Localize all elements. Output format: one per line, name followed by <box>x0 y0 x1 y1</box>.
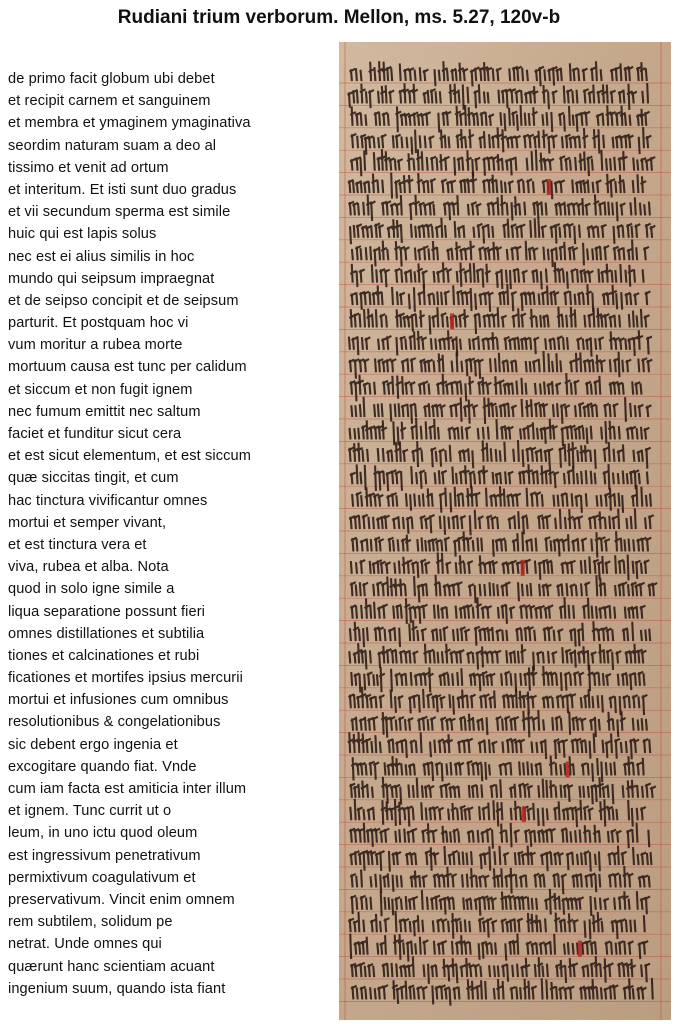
transcription-line: hac tinctura vivificantur omnes <box>8 492 208 509</box>
transcription-line: mortui et infusiones cum omnibus <box>8 692 229 709</box>
transcription-text <box>8 68 326 1000</box>
transcription-line: netrat. Unde omnes qui <box>8 936 162 953</box>
transcription-line: de primo facit globum ubi debet <box>8 71 215 87</box>
rubric-mark <box>578 941 582 957</box>
transcription-line: rem subtilem, solidum pe <box>8 914 173 931</box>
transcription-line: et siccum et non fugit ignem <box>8 381 193 398</box>
transcription-line: nec est ei alius similis in hoc <box>8 248 195 265</box>
rubric-mark <box>450 313 454 329</box>
transcription-line: quæ siccitas tingit, et cum <box>8 470 179 487</box>
transcription-line: et de seipso concipit et de seipsum <box>8 292 239 309</box>
transcription-line: sic debent ergo ingenia et <box>8 736 178 753</box>
manuscript-image <box>339 42 671 1020</box>
rubric-mark <box>522 806 526 822</box>
transcription-line: huic qui est lapis solus <box>8 226 157 243</box>
transcription-line: permixtivum coagulativum et <box>8 869 196 886</box>
rubric-mark <box>521 560 525 576</box>
transcription-line: preservativum. Vincit enim omnem <box>8 891 235 908</box>
transcription-line: parturit. Et postquam hoc vi <box>8 315 189 332</box>
transcription-line: excogitare quando fiat. Vnde <box>8 758 197 775</box>
transcription-line: faciet et funditur sicut cera <box>8 426 182 442</box>
transcription-line: tiones et calcinationes et rubi <box>8 647 200 664</box>
transcription-line: vum moritur a rubea morte <box>8 337 183 354</box>
transcription-line: ingenium suum, quando ista fiant <box>8 980 226 997</box>
transcription-line: et est tinctura vera et <box>8 536 147 553</box>
transcription-line: est ingressivum penetrativum <box>8 847 201 864</box>
transcription-line: quærunt hanc scientiam acuant <box>8 958 215 975</box>
transcription-line: resolutionibus & congelationibus <box>8 714 221 731</box>
transcription-line: et interitum. Et isti sunt duo gradus <box>8 181 237 198</box>
transcription-line: leum, in uno ictu quod oleum <box>8 825 198 842</box>
transcription-line: quod in solo igne simile a <box>8 581 175 598</box>
transcription-line: ficationes et mortifes ipsius mercurii <box>8 670 243 687</box>
transcription-line: et est sicut elementum, et est siccum <box>8 448 251 465</box>
manuscript-page <box>339 42 671 1020</box>
transcription-line: et recipit carnem et sanguinem <box>8 93 211 110</box>
transcription-line: et ignem. Tunc currit ut o <box>8 803 172 820</box>
transcription-line: nec fumum emittit nec saltum <box>8 403 201 420</box>
transcription-line: viva, rubea et alba. Nota <box>8 559 169 576</box>
transcription-line: cum iam facta est amiticia inter illum <box>8 781 247 797</box>
transcription-line: et membra et ymaginem ymaginativa <box>8 115 251 132</box>
transcription-line: et vii secundum sperma est simile <box>8 204 231 221</box>
transcription-line: mortui et semper vivant, <box>8 514 167 531</box>
rubric-mark <box>547 179 551 195</box>
transcription-line: mortuum causa est tunc per calidum <box>8 359 247 376</box>
page-title: Rudiani trium verborum. Mellon, ms. 5.27, 120v-b <box>117 7 561 28</box>
transcription-line: tissimo et venit ad ortum <box>8 159 169 176</box>
transcription-line: liqua separatione possunt fieri <box>8 603 205 620</box>
rubric-mark <box>566 761 570 777</box>
transcription-line: seordim naturam suam a deo al <box>8 137 217 154</box>
transcription-line: mundo qui seipsum impraegnat <box>8 270 215 287</box>
transcription-line: omnes distillationes et subtilia <box>8 625 205 642</box>
